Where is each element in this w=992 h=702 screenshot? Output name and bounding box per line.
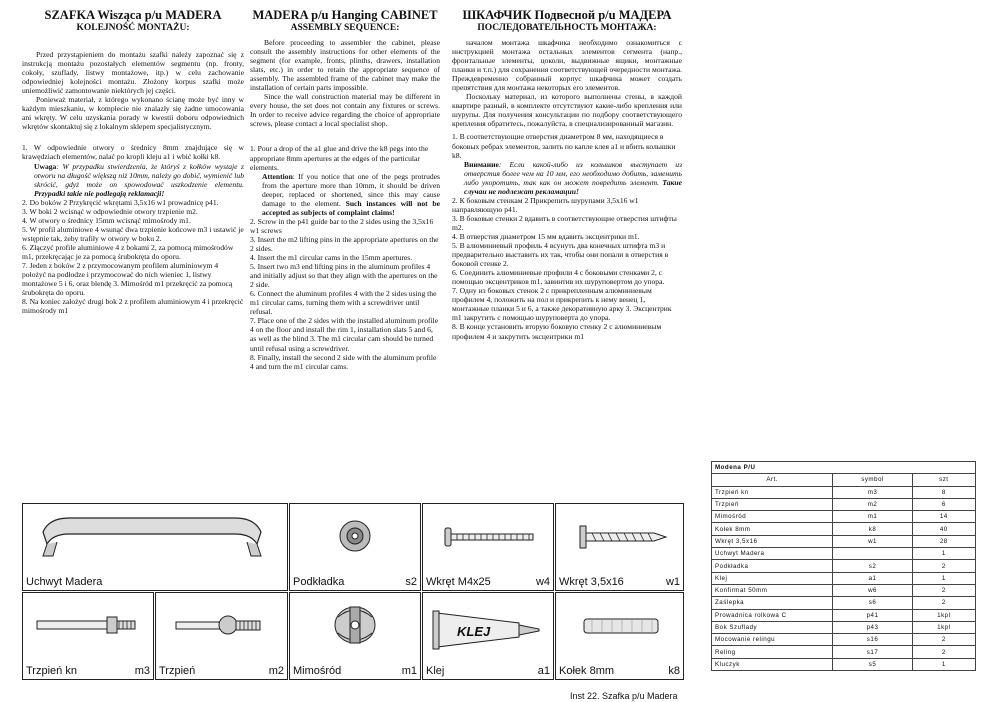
table-row xyxy=(712,572,976,584)
table-cell-qty: 2 xyxy=(912,584,975,596)
russian-column xyxy=(452,8,682,341)
table-row xyxy=(712,560,976,572)
en-subtitle: ASSEMBLY SEQUENCE: xyxy=(290,23,400,33)
part-cell-cam xyxy=(289,592,421,680)
table-cell-symbol: m3 xyxy=(833,486,912,498)
part-label-handle: Uchwyt Madera xyxy=(26,576,103,588)
table-row xyxy=(712,634,976,646)
part-code-pin: m2 xyxy=(268,665,284,677)
pl-step-7: 7. Jeden z boków 2 z przymocowanym profilem aluminiowym 4 położyć na podłodze i przymocować do nich wieniec 1, listwy montażowe 5 i 6, oraz blendę 3. Mimośród m1 przekręcić za pomocą śrubokręta do oporu. xyxy=(22,261,233,298)
pl-step-2: 2. Do boków 2 Przykręcić wkrętami 3,5x16 w1 prowadnicę p41. xyxy=(22,197,219,207)
screw-m4-drawing xyxy=(423,504,553,574)
ru-subtitle: ПОСЛЕДОВАТЕЛЬНОСТЬ МОНТАЖА: xyxy=(477,23,657,33)
en-step-5: 5. Insert two m3 end lifting pins in the aluminum profiles 4 and initially adjust so that they align with the apertures on the 2 side. xyxy=(250,262,438,290)
table-cell-qty: 2 xyxy=(912,597,975,609)
pl-note xyxy=(22,162,244,198)
en-intro-1: Before proceeding to assembler the cabinet, please consult the assembly instructions for other elements of the segment (for example, fronts, plinths, drawers, installation slats, etc.) in order to retain the appropriate sequence of assembly. The assembled frame of the cabinet may make the installation of certain parts impossible. xyxy=(250,38,440,93)
table-row xyxy=(712,597,976,609)
part-cell-screw-35 xyxy=(555,503,684,591)
table-cell-art: Podkładka xyxy=(712,560,833,572)
part-cell-peg xyxy=(555,592,684,680)
table-row xyxy=(712,511,976,523)
table-cell-symbol: s6 xyxy=(833,597,912,609)
part-label-pin: Trzpień xyxy=(159,665,196,677)
pl-step-5: 5. W profil aluminiowe 4 wsunąć dwa trzpienie końcowe m3 i ustawić je wstępnie tak, żeby trafiły w otwory w boku 2. xyxy=(22,224,244,243)
table-cell-symbol: m2 xyxy=(833,498,912,510)
en-title: MADERA p/u Hanging CABINET xyxy=(252,8,438,22)
glue-tube-text: KLEJ xyxy=(457,624,491,639)
table-header-art: Art. xyxy=(712,474,833,486)
peg-drawing xyxy=(556,593,683,663)
table-cell-art: Mocowanie relingu xyxy=(712,634,833,646)
glue-drawing xyxy=(423,593,553,663)
part-code-washer: s2 xyxy=(405,576,417,588)
pl-step-4: 4. W otwory o średnicy 15mm wcisnąć mimośrody m1. xyxy=(22,215,191,225)
table-header-qty: szt xyxy=(912,474,975,486)
table-cell-qty: 2 xyxy=(912,646,975,658)
en-note-text: : If you notice that one of the pegs protrudes from the aperture more than 10mm, it should be driven deeper, replaced or shortened, since this may cause damage to the element. xyxy=(262,171,440,208)
instruction-caption: Inst 22. Szafka p/u Madera xyxy=(570,691,678,701)
ru-step-3: 3. В боковые стенки 2 вдавить в соответствующие отверстия штифты m2. xyxy=(452,213,677,232)
part-code-screw-m4: w4 xyxy=(535,576,550,588)
pl-note-label: Uwaga xyxy=(34,161,57,171)
table-cell-qty: 1kpl xyxy=(912,621,975,633)
handle-drawing xyxy=(23,504,287,574)
table-cell-qty: 1kpl xyxy=(912,609,975,621)
table-cell-art: Prowadnica rolkowa C xyxy=(712,609,833,621)
screw-35-drawing xyxy=(556,504,683,574)
table-cell-symbol: s16 xyxy=(833,634,912,646)
table-cell-art: Uchwyt Madera xyxy=(712,548,833,560)
part-code-screw-35: w1 xyxy=(665,576,680,588)
table-cell-art: Mimośród xyxy=(712,511,833,523)
part-label-screw-35: Wkręt 3,5x16 xyxy=(559,576,624,588)
pl-step-1: 1. W odpowiednie otwory o średnicy 8mm znajdujące się w krawędziach elementów, nalać po kropli kleju a1 i wbić kołki k8. xyxy=(22,143,244,162)
table-cell-art: Konfirmat 50mm xyxy=(712,584,833,596)
pl-note-bold: Przypadki takie nie podlegają reklamacji! xyxy=(34,188,165,198)
table-cell-symbol: s2 xyxy=(833,560,912,572)
part-label-cam: Mimośród xyxy=(293,665,342,677)
ru-step-1: 1. В соответствующие отверстия диаметром 8 мм, находящиеся в боковых ребрах элементов, залить по капле клея a1 и вбить колышки k8. xyxy=(452,132,676,160)
table-cell-art: Reling xyxy=(712,646,833,658)
table-cell-qty: 1 xyxy=(912,572,975,584)
ru-note-label: Внимание xyxy=(464,159,499,169)
pin-drawing xyxy=(156,593,287,663)
part-label-washer: Podkładka xyxy=(293,576,345,588)
part-code-end-pin: m3 xyxy=(134,665,150,677)
table-body xyxy=(712,486,976,670)
table-cell-art: Trzpień kn xyxy=(712,486,833,498)
parts-drawings xyxy=(22,503,682,689)
part-label-screw-m4: Wkręt M4x25 xyxy=(426,576,491,588)
pl-step-6: 6. Złączyć profile aluminiowe 4 z bokami 2, za pomocą mimośrodów m1, przekręcając je za pomocą śrubokręta do oporu. xyxy=(22,242,234,261)
table-cell-qty: 8 xyxy=(912,486,975,498)
pl-subtitle: KOLEJNOŚĆ MONTAŻU: xyxy=(76,23,190,33)
cam-drawing xyxy=(290,593,420,663)
ru-step-6: 6. Соединить алюминиевые профили 4 с боковыми стенками 2, с помощью эксцентриков m1, завинтив их шуруповертом до упора. xyxy=(452,268,665,287)
table-row xyxy=(712,658,976,670)
part-cell-end-pin xyxy=(22,592,154,680)
ru-note-text: : Если какой-либо из колышков выступает из отверстия более чем на 10 мм, его необходимо добить, заменить либо укоротить, так как он может повредить элемент. xyxy=(464,159,682,187)
ru-note xyxy=(452,160,682,196)
pl-note-text: : W przypadku stwierdzenia, że któryś z kołków wystaje z otworu na długość większą niż 10mm, należy go dobić, wymienić lub skrócić, gdyż może on spowodować uszkodzenie elementu. xyxy=(34,161,244,189)
table-cell-art: Trzpień xyxy=(712,498,833,510)
table-header-row xyxy=(712,474,976,486)
table-row xyxy=(712,584,976,596)
table-cell-symbol: s17 xyxy=(833,646,912,658)
table-row xyxy=(712,609,976,621)
ru-step-7: 7. Одну из боковых стенок 2 с прикрепленным алюминиевым профилем 4, положить на пол и прикрепить к нему венец 1, монтажные планки 5 и 6, а также декоративную арку 3. Эксцентрик m1 закрутить с помощью шуруповерта до упора. xyxy=(452,286,672,323)
part-cell-glue xyxy=(422,592,554,680)
pl-title: SZAFKA Wisząca p/u MADERA xyxy=(44,8,222,22)
table-cell-qty: 1 xyxy=(912,548,975,560)
table-cell-qty: 1 xyxy=(912,658,975,670)
table-cell-symbol: k8 xyxy=(833,523,912,535)
table-cell-art: Klej xyxy=(712,572,833,584)
part-label-peg: Kołek 8mm xyxy=(559,665,615,677)
part-label-end-pin: Trzpień kn xyxy=(26,665,77,677)
table-cell-qty: 14 xyxy=(912,511,975,523)
pl-intro-2: Ponieważ materiał, z którego wykonano ścianę może być inny w każdym mieszkaniu, w komplecie nie znalazły się żadne umocowania ani wkręty. W celu uzyskania porady w kwestii doboru odpowiednich wkrętów skontaktuj się z lokalnym sklepem specjalistycznym. xyxy=(22,95,244,132)
table-row xyxy=(712,486,976,498)
part-cell-washer xyxy=(289,503,421,591)
table-title-row xyxy=(712,462,976,474)
table-cell-symbol: p41 xyxy=(833,609,912,621)
table-header-symbol: symbol xyxy=(833,474,912,486)
table-cell-art: Wkręt 3,5x16 xyxy=(712,535,833,547)
table-cell-qty: 40 xyxy=(912,523,975,535)
polish-column xyxy=(22,8,244,315)
table-cell-art: Zaślepka xyxy=(712,597,833,609)
table-row xyxy=(712,646,976,658)
table-cell-qty: 2 xyxy=(912,634,975,646)
table-cell-symbol: a1 xyxy=(833,572,912,584)
table-cell-symbol: p43 xyxy=(833,621,912,633)
en-intro-2: Since the wall construction material may be different in every house, the set does not contain any fixtures or screws. In order to receive advice regarding the choice of appropriate screws, please contact a local specialist shop. xyxy=(250,92,440,129)
ru-step-5: 5. В алюминиевый профиль 4 всунуть два конечных штифта m3 и предварительно выставить их так, чтобы они попали в отверстия в боковой стенке 2. xyxy=(452,241,669,269)
part-code-peg: k8 xyxy=(668,665,680,677)
table-row xyxy=(712,498,976,510)
en-note-bold: Such instances will not be accepted as subjects of complaint claims! xyxy=(262,198,440,217)
ru-step-4: 4. В отверстия диаметром 15 мм вдавить эксцентрики m1. xyxy=(452,231,640,241)
en-step-4: 4. Insert the m1 circular cams in the 15mm apertures. xyxy=(250,253,413,263)
en-step-7: 7. Place one of the 2 sides with the installed aluminum profile 4 on the floor and install the rim 1, installation slats 5 and 6, as well as the blind 3. The m1 circular cam should be turned until refusal using a screwdriver. xyxy=(250,316,439,353)
table-title: Modena P/U xyxy=(712,462,976,474)
pl-intro-1: Przed przystąpieniem do montażu szafki należy zapoznać się z instrukcją montażu pozostałych elementów segmentu (np. fronty, cokoły, szuflady, listwy montażowe, itp.) w celu zachowanie odpowiedniej kolejności montażu. Złożony korpus szafki może uniemożliwić zamontowanie niektórych jej części. xyxy=(22,50,244,96)
part-cell-screw-m4 xyxy=(422,503,554,591)
parts-table xyxy=(711,461,976,671)
english-column xyxy=(250,8,440,371)
part-code-cam: m1 xyxy=(401,665,417,677)
part-cell-handle xyxy=(22,503,288,591)
part-cell-pin xyxy=(155,592,288,680)
pl-step-8: 8. Na koniec założyć drugi bok 2 z profilem aluminiowym 4 i przekręcić mimośrody m1 xyxy=(22,297,244,316)
table-row xyxy=(712,548,976,560)
en-step-2: 2. Screw in the p41 guide bar to the 2 sides using the 3,5x16 w1 screws xyxy=(250,216,434,235)
table-cell-symbol: w6 xyxy=(833,584,912,596)
table-cell-art: Kluczyk xyxy=(712,658,833,670)
table-cell-qty: 2 xyxy=(912,560,975,572)
table-row xyxy=(712,621,976,633)
washer-drawing xyxy=(290,504,420,574)
table-cell-symbol: w1 xyxy=(833,535,912,547)
ru-step-8: 8. В конце установить вторую боковую стенку 2 с алюминиевым профилем 4 и закрутить эксцентрики m1 xyxy=(452,322,662,341)
en-step-1: 1. Pour a drop of the a1 glue and drive the k8 pegs into the appropriate 8mm apertures at the edges of the particular elements. xyxy=(250,144,429,172)
table-cell-qty: 28 xyxy=(912,535,975,547)
ru-intro-2: Поскольку материал, из которого выполнены стены, в каждой квартире разный, в комплекте отсутствуют какие-либо крепления или шурупы. Для получения консультации по подбору соответствующего крепления обратитесь, пожалуйста, в специализированный магазин. xyxy=(452,92,682,129)
en-step-3: 3. Insert the m2 lifting pins in the appropriate apertures on the 2 sides. xyxy=(250,234,439,253)
part-code-glue: a1 xyxy=(537,665,550,677)
en-step-6: 6. Connect the aluminum profiles 4 with the 2 sides using the m1 circular cams, turning them with a screwdriver until refusal. xyxy=(250,289,437,317)
table-cell-qty: 6 xyxy=(912,498,975,510)
ru-note-bold: Такие случаи не подлежат рекламации! xyxy=(464,177,682,196)
table-cell-symbol xyxy=(833,548,912,560)
ru-title: ШКАФЧИК Подвесной p/u МАДЕРА xyxy=(462,8,672,22)
table-cell-symbol: s5 xyxy=(833,658,912,670)
end-pin-drawing xyxy=(23,593,153,663)
table-cell-symbol: m1 xyxy=(833,511,912,523)
part-label-glue: Klej xyxy=(426,665,445,677)
pl-step-3: 3. W boki 2 wcisnąć w odpowiednie otwory trzpienie m2. xyxy=(22,206,198,216)
table-row xyxy=(712,535,976,547)
en-note xyxy=(250,172,440,217)
table-row xyxy=(712,523,976,535)
en-note-label: Attention xyxy=(262,171,293,181)
ru-intro-1: началом монтажа шкафчика необходимо ознакомиться с инструкцией монтажа остальных элементов сегмента (напр., фронтальные элементы, цоколи, выдвижные ящики, монтажные планки и т.п.) для сохранения соответствующей очередности монтажа. Преждевременно собранный корпус шкафчика может создать препятствия для монтажа некоторых его элементов. xyxy=(452,38,682,93)
table-cell-art: Bok Szuflady xyxy=(712,621,833,633)
table-cell-art: Kołek 8mm xyxy=(712,523,833,535)
ru-step-2: 2. К боковым стенкам 2 Прикрепить шурупами 3,5x16 w1 направляющую p41. xyxy=(452,195,639,214)
en-step-8: 8. Finally, install the second 2 side with the aluminum profile 4 and turn the m1 circular cams. xyxy=(250,352,437,371)
